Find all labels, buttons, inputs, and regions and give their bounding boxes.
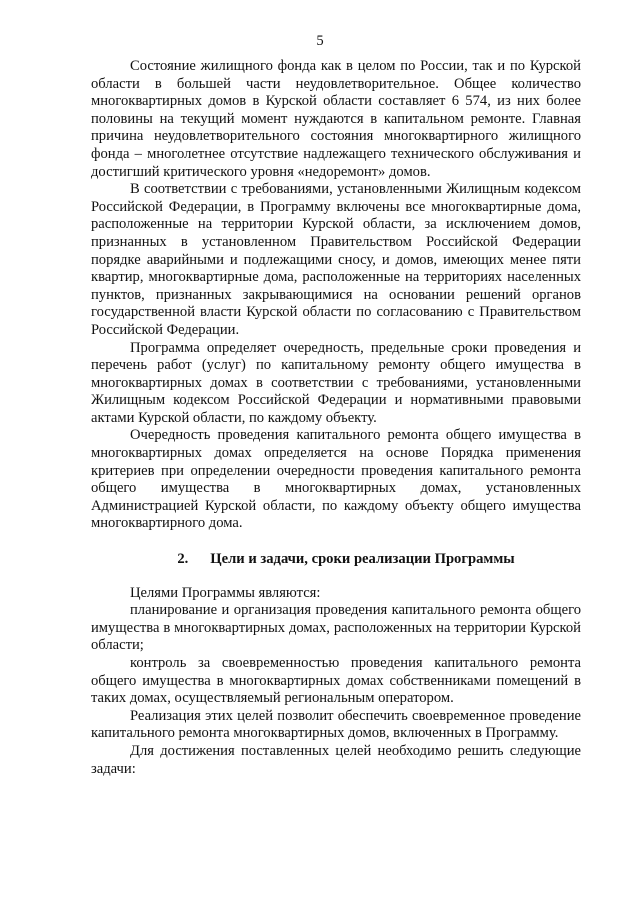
- paragraph-program-order: Программа определяет очередность, предельные сроки проведения и перечень работ (услуг) по капитальному ремонту общего имущества в многоквартирных домах в соответствии с требованиями, установленными Жилищным кодексом Российской Федерации и нормативными правовыми актами Курской области, по каждому объекту.: [91, 339, 581, 426]
- section-title: Цели и задачи, сроки реализации Программы: [210, 551, 515, 568]
- paragraph-repair-priority: Очередность проведения капитального ремонта общего имущества в многоквартирных домах определяется на основе Порядка применения критериев при определении очередности проведения капитального ремонта общего имущества в многоквартирных домах, установленных Администрацией Курской области, по каждому объекту общего имущества многоквартирного дома.: [91, 427, 581, 532]
- page-number: 5: [316, 33, 324, 49]
- section-number: 2.: [177, 551, 189, 568]
- paragraph-goal-control: контроль за своевременностью проведения капитального ремонта общего имущества в многоквартирных домах собственниками помещений в таких домах, осуществляемый региональным оператором.: [91, 655, 581, 707]
- paragraph-tasks-intro: Для достижения поставленных целей необходимо решить следующие задачи:: [91, 742, 581, 777]
- paragraph-housing-state: Состояние жилищного фонда как в целом по России, так и по Курской области в большей части неудовлетворительное. Общее количество многоквартирных домов в Курской области составляет 6 574, из них более половины на текущий момент нуждаются в капитальном ремонте. Главная причина неудовлетворительного состояния многоквартирного жилищного фонда – многолетнее отсутствие надлежащего технического обслуживания и достигший критического уровня «недоремонт» домов.: [91, 58, 581, 180]
- paragraph-goal-planning: планирование и организация проведения капитального ремонта общего имущества в многоквартирных домах, расположенных на территории Курской области;: [91, 602, 581, 654]
- document-body: [91, 58, 581, 778]
- paragraph-program-scope: В соответствии с требованиями, установленными Жилищным кодексом Российской Федерации, в Программу включены все многоквартирные дома, расположенные на территории Курской области, за исключением домов, признанных в установленном Правительством Российской Федерации порядке аварийными и подлежащими сносу, и домов, имеющих менее пяти квартир, многоквартирные дома, расположенные на территориях населенных пунктов, признанных закрывающимися на основании решений органов государственной власти Курской области по согласованию с Правительством Российской Федерации.: [91, 181, 581, 338]
- section-heading: [91, 551, 581, 569]
- paragraph-goals-result: Реализация этих целей позволит обеспечить своевременное проведение капитального ремонта многоквартирных домов, включенных в Программу.: [91, 707, 581, 742]
- paragraph-goals-intro: Целями Программы являются:: [130, 584, 321, 601]
